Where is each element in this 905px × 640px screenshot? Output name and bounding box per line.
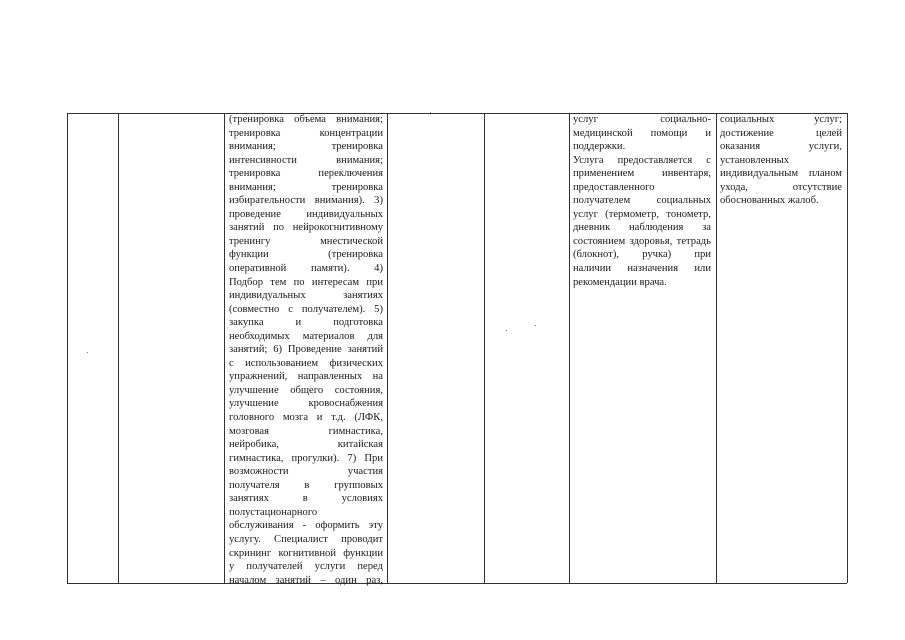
text-line: закупка и подготовка (229, 317, 383, 329)
text-line: тренингу мнестической (229, 235, 383, 247)
text-line: применением инвентаря, (573, 168, 711, 180)
text-line: с использованием физических (229, 357, 383, 369)
text-line: упражнений, направленных на (229, 371, 383, 383)
text-line: (блокнот), ручка) при (573, 249, 711, 261)
text-line: внимания; тренировка (229, 181, 383, 193)
text-line: достижение целей (720, 127, 842, 139)
text-line: проведение индивидуальных (229, 208, 383, 220)
text-line: социальных услуг; (720, 114, 842, 125)
text-line: состоянием здоровья, тетрадь (573, 235, 711, 247)
text-line: возможности участия (229, 466, 383, 478)
text-line: (тренировка объема внимания; (229, 114, 383, 125)
text-line: индивидуальным планом (720, 168, 842, 180)
text-line: полустационарного (229, 506, 318, 518)
quality-indicators-cell (720, 113, 842, 208)
text-line: у получателей услуги перед (229, 561, 383, 573)
text-line: оказания услуги, (720, 141, 842, 153)
text-line: тренировка концентрации (229, 127, 383, 139)
text-line: внимания; тренировка (229, 141, 383, 153)
table-col-border-2 (118, 113, 119, 583)
table-col-border-5 (484, 113, 485, 583)
table-bottom-border (67, 583, 847, 584)
text-line: услуг (термометр, тонометр, (573, 208, 711, 220)
text-line: гимнастика, прогулки). 7) При (229, 452, 383, 464)
text-line: Подбор тем по интересам при (229, 276, 383, 288)
text-line: нейробика, китайская (229, 439, 383, 451)
text-line: функции (тренировка (229, 249, 383, 261)
table-col-border-4 (387, 113, 388, 583)
text-line: тренировка переключения (229, 168, 383, 180)
table-col-border-1 (67, 113, 68, 583)
text-line: оперативной памяти). 4) (229, 263, 383, 275)
service-conditions-cell (573, 113, 711, 289)
text-line: услуг социально- (573, 114, 711, 125)
text-line: интенсивности внимания; (229, 154, 383, 166)
text-line: наличии назначения или (573, 263, 711, 275)
text-line: мозговая гимнастика, (229, 425, 383, 437)
text-line: занятиях в условиях (229, 493, 383, 505)
text-line: индивидуальных занятиях (229, 290, 383, 302)
scan-speck (87, 352, 88, 353)
text-line: улучшение кровоснабжения (229, 398, 383, 410)
text-line: услугу. Специалист проводит (229, 533, 383, 545)
scan-speck (506, 330, 507, 331)
text-line: улучшение общего состояния, (229, 384, 383, 396)
scan-speck (535, 325, 536, 326)
service-content-cell (229, 113, 383, 587)
table-col-border-6 (569, 113, 570, 583)
text-line: получателем социальных (573, 195, 711, 207)
text-line: избирательности внимания). 3) (229, 195, 383, 207)
table-col-border-8 (847, 113, 848, 583)
text-line: (совместно с получателем). 5) (229, 303, 383, 315)
text-line: установленных (720, 154, 790, 166)
text-line: занятий; 6) Проведение занятий (229, 344, 383, 356)
text-line: обоснованных жалоб. (720, 195, 819, 207)
text-line: началом занятий – один раз, (229, 574, 383, 586)
text-line: поддержки. (573, 141, 626, 153)
text-line: необходимых материалов для (229, 330, 383, 342)
text-line: рекомендации врача. (573, 276, 667, 288)
text-line: головного мозга и т.д. (ЛФК, (229, 412, 383, 424)
table-col-border-3 (224, 113, 225, 583)
text-line: Услуга предоставляется с (573, 154, 711, 166)
text-line: предоставленного (573, 181, 655, 193)
scan-speck (430, 112, 431, 113)
table-col-border-7 (716, 113, 717, 583)
text-line: получателя в групповых (229, 479, 383, 491)
text-line: дневник наблюдения за (573, 222, 711, 234)
text-line: скрининг когнитивной функции (229, 547, 383, 559)
text-line: ухода, отсутствие (720, 181, 842, 193)
text-line: обслуживания - оформить эту (229, 520, 383, 532)
text-line: медицинской помощи и (573, 127, 711, 139)
text-line: занятий по нейрокогнитивному (229, 222, 383, 234)
